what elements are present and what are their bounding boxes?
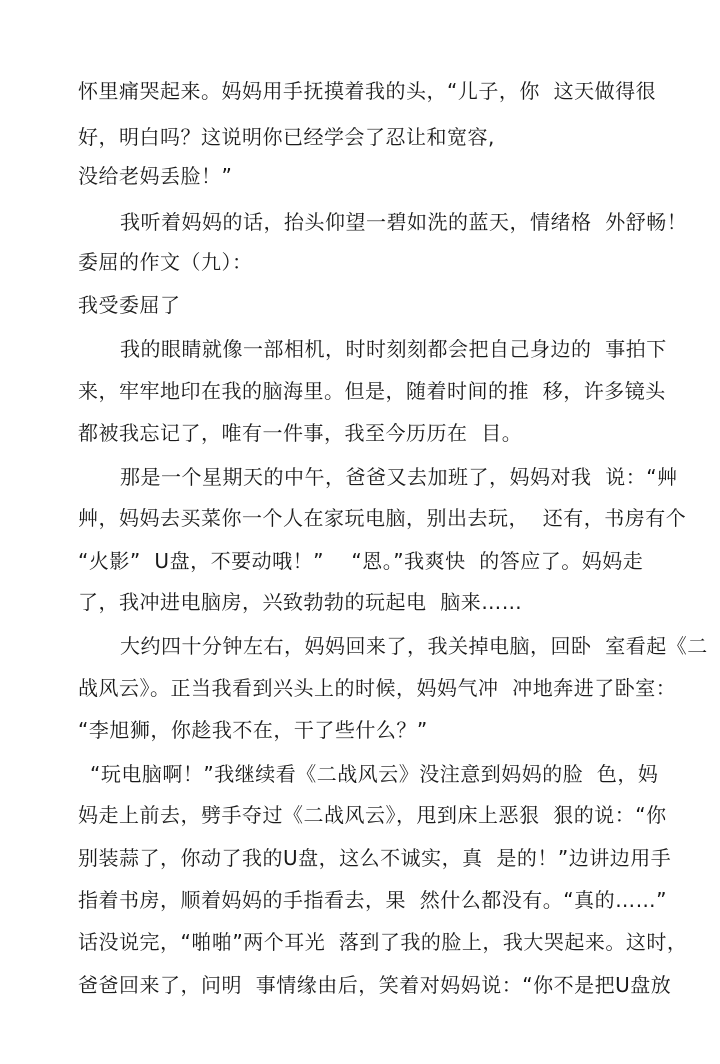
text-line: 妈走上前去，劈手夺过《二战风云》，甩到床上恶狠 狠的说：“你 — [78, 803, 667, 827]
text-line: 战风云》。正当我看到兴头上的时候，妈妈气冲 冲地奔进了卧室： — [78, 676, 677, 700]
text-line: 没给老妈丢脸！” — [78, 164, 233, 188]
text-line: “火影” U盘，不要动哦！” “恩。”我爽快 的答应了。妈妈走 — [78, 549, 644, 573]
text-line: 指着书房，顺着妈妈的手指看去，果 然什么都没有。“真的……” — [78, 888, 667, 912]
text-line: “李旭狮，你趁我不在，干了些什么？” — [78, 718, 428, 742]
text-line: 那是一个星期天的中午，爸爸又去加班了，妈妈对我 说：“艸 — [120, 465, 678, 489]
text-line: 来，牢牢地印在我的脑海里。但是，随着时间的推 移，许多镜头 — [78, 379, 666, 403]
text-line: 了，我冲进电脑房，兴致勃勃的玩起电 脑来…… — [78, 590, 523, 614]
section-heading: 委屈的作文（九）： — [78, 250, 253, 274]
text-line: 话没说完，“啪啪”两个耳光 落到了我的脸上，我大哭起来。这时， — [78, 930, 688, 954]
text-line: 艸，妈妈去买菜你一个人在家玩电脑，别出去玩， 还有，书房有个 — [78, 506, 687, 530]
text-line: 爸爸回来了，问明 事情缘由后，笑着对妈妈说：“你不是把U盘放 — [78, 973, 672, 997]
essay-title: 我受委屈了 — [78, 293, 181, 317]
text-line: 怀里痛哭起来。妈妈用手抚摸着我的头，“儿子，你 这天做得很 — [78, 79, 657, 103]
text-line: 我的眼睛就像一部相机，时时刻刻都会把自己身边的 事拍下 — [120, 337, 667, 361]
text-line: 别装蒜了，你动了我的U盘，这么不诚实，真 是的！”边讲边用手 — [78, 846, 672, 870]
text-line: 好，明白吗？这说明你已经学会了忍让和宽容, — [78, 125, 495, 149]
text-line: 大约四十分钟左右，妈妈回来了，我关掉电脑，回卧 室看起《二 — [120, 634, 708, 658]
text-line: “玩电脑啊！”我继续看《二战风云》没注意到妈妈的脸 色，妈 — [90, 762, 659, 786]
text-line: 我听着妈妈的话，抬头仰望一碧如洗的蓝天，情绪格 外舒畅！ — [120, 210, 688, 234]
text-line: 都被我忘记了，唯有一件事，我至今历历在 目。 — [78, 421, 523, 445]
